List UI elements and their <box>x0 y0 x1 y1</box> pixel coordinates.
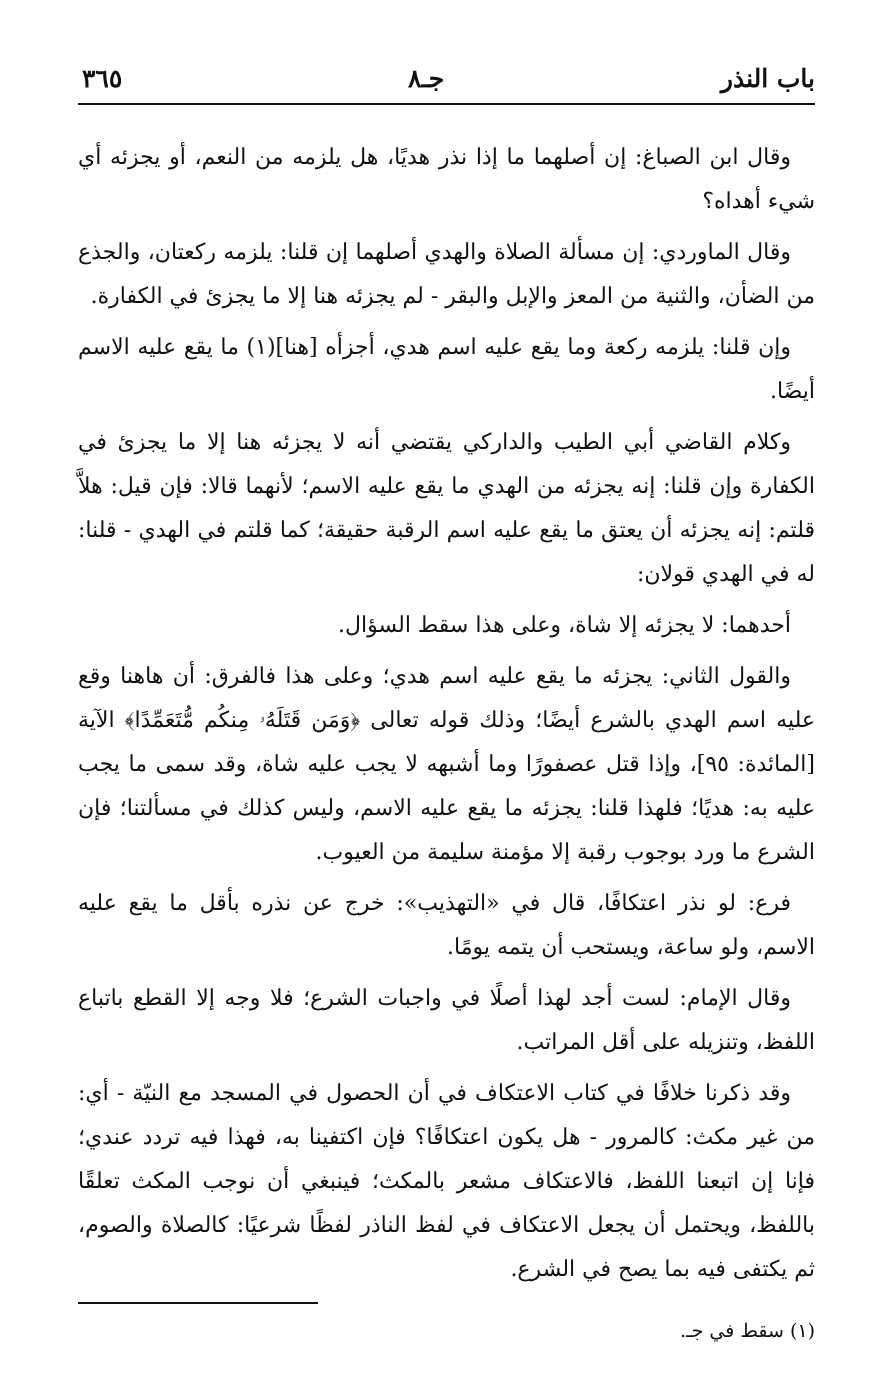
paragraph: وكلام القاضي أبي الطيب والداركي يقتضي أنه لا يجزئه هنا إلا ما يجزئ في الكفارة وإن قلنا: إنه يجزئه من الهدي ما يقع عليه الاسم؛ لأنهما قالا: فإن قيل: هلاَّ قلتم: إنه يجزئه أن يعتق ما يقع عليه اسم الرقبة حقيقة؛ كما قلتم في الهدي - قلنا: له في الهدي قولان: <box>78 430 815 587</box>
paragraph: والقول الثاني: يجزئه ما يقع عليه اسم هدي؛ وعلى هذا فالفرق: أن هاهنا وقع عليه اسم الهدي بالشرع أيضًا؛ وذلك قوله تعالى ﴿وَمَن قَتَلَهُۥ مِنكُم مُّتَعَمِّدًا﴾ الآية [المائدة: ٩٥]، وإذا قتل عصفورًا وما أشبهه لا يجب عليه شاة، وقد سمى ما يجب عليه به: هديًا؛ فلهذا قلنا: يجزئه ما يقع عليه الاسم، وليس كذلك في مسألتنا؛ فإن الشرع ما ورد بوجوب رقبة إلا مؤمنة سليمة من العيوب. <box>78 664 815 865</box>
footnote-rule <box>78 1302 318 1304</box>
paragraph: وقال الماوردي: إن مسألة الصلاة والهدي أصلهما إن قلنا: يلزمه ركعتان، والجذع من الضأن، والثنية من المعز والإبل والبقر - لم يجزئه هنا إلا ما يجزئ في الكفارة. <box>78 240 815 309</box>
paragraph: فرع: لو نذر اعتكافًا، قال في «التهذيب»: خرج عن نذره بأقل ما يقع عليه الاسم، ولو ساعة، ويستحب أن يتمه يومًا. <box>78 891 815 960</box>
paragraph: وقد ذكرنا خلافًا في كتاب الاعتكاف في أن الحصول في المسجد مع النيّة - أي: من غير مكث: كالمرور - هل يكون اعتكافًا؟ فإن اكتفينا به، فهذا فيه تردد عندي؛ فإنا إن اتبعنا اللفظ، فالاعتكاف مشعر بالمكث؛ فينبغي أن نوجب المكث تعلقًا باللفظ، ويحتمل أن يجعل الاعتكاف في لفظ الناذر لفظًا شرعيًا: كالصلاة والصوم، ثم يكتفى فيه بما يصح في الشرع. <box>78 1081 815 1282</box>
paragraph: وقال ابن الصباغ: إن أصلهما ما إذا نذر هديًا، هل يلزمه من النعم، أو يجزئه أي شيء أهداه؟ <box>78 145 815 214</box>
volume-label: جـ٨ <box>408 64 445 93</box>
paragraph: أحدهما: لا يجزئه إلا شاة، وعلى هذا سقط السؤال. <box>338 613 791 638</box>
paragraph: وقال الإمام: لست أجد لهذا أصلًا في واجبات الشرع؛ فلا وجه إلا القطع باتباع اللفظ، وتنزيله على أقل المراتب. <box>78 986 815 1055</box>
chapter-title: باب النذر <box>720 64 815 93</box>
paragraph: وإن قلنا: يلزمه ركعة وما يقع عليه اسم هدي، أجزأه [هنا](١) ما يقع عليه الاسم أيضًا. <box>78 335 815 404</box>
page-header <box>78 58 815 98</box>
page-number: ٣٦٥ <box>82 64 123 93</box>
header-rule <box>78 103 815 105</box>
footnote: (١) سقط في جـ. <box>679 1320 815 1342</box>
page-body <box>78 136 815 1299</box>
book-page <box>78 58 815 1358</box>
